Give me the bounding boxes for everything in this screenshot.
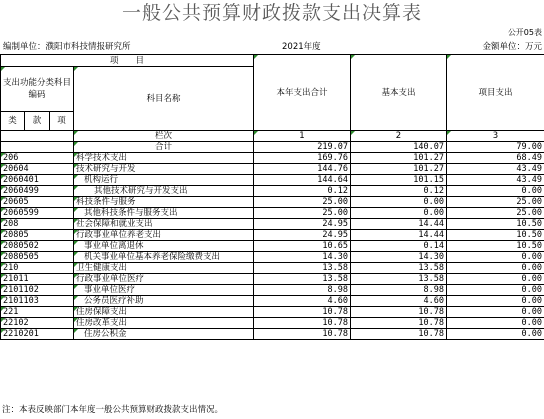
- row-subject-name: 社会保障和就业支出: [74, 219, 254, 230]
- row-basic: 0.00: [351, 208, 447, 219]
- row-total: 13.58: [254, 263, 351, 274]
- row-subject-name: 住房改革支出: [74, 318, 254, 329]
- row-subject-name: 机构运行: [74, 175, 254, 186]
- row-basic: 101.27: [351, 164, 447, 175]
- row-basic: 0.12: [351, 186, 447, 197]
- row-project: 0.00: [447, 285, 544, 296]
- row-code: 2060401: [1, 175, 74, 186]
- table-row: [1, 252, 544, 263]
- row-basic: 14.30: [351, 252, 447, 263]
- row-code: 21011: [1, 274, 74, 285]
- row-code: 22102: [1, 318, 74, 329]
- row-total: 169.76: [254, 153, 351, 164]
- row-code: 2101102: [1, 285, 74, 296]
- row-code: 2210201: [1, 329, 74, 340]
- table-row: [1, 230, 544, 241]
- header-total: 本年支出合计: [254, 55, 351, 131]
- row-total: 13.58: [254, 274, 351, 285]
- table-row: [1, 296, 544, 307]
- header-subject-name: 科目名称: [74, 67, 254, 131]
- row-basic: 8.98: [351, 285, 447, 296]
- row-total: 8.98: [254, 285, 351, 296]
- row-project: 43.49: [447, 175, 544, 186]
- header-col-1: 1: [254, 131, 351, 142]
- row-total: 25.00: [254, 208, 351, 219]
- row-basic: 10.78: [351, 329, 447, 340]
- row-basic: 4.60: [351, 296, 447, 307]
- row-code: 221: [1, 307, 74, 318]
- unit-name: 编制单位：濮阳市科技情报研究所: [3, 42, 131, 52]
- row-total: 24.95: [254, 219, 351, 230]
- blank-cell: [1, 131, 74, 142]
- row-subject-name: 科学技术支出: [74, 153, 254, 164]
- row-basic: 0.00: [351, 197, 447, 208]
- row-project: 0.00: [447, 274, 544, 285]
- row-subject-name: 住房公积金: [74, 329, 254, 340]
- header-col-2: 2: [351, 131, 447, 142]
- row-project: 0.00: [447, 263, 544, 274]
- table-row: [1, 274, 544, 285]
- header-xiang: 项: [50, 112, 74, 131]
- row-basic: 0.14: [351, 241, 447, 252]
- row-project: 10.50: [447, 230, 544, 241]
- row-code: 2080502: [1, 241, 74, 252]
- row-total: 25.00: [254, 197, 351, 208]
- header-row-no: 栏次: [74, 131, 254, 142]
- row-code: 2060599: [1, 208, 74, 219]
- expenditure-table: [0, 54, 544, 340]
- row-total: 10.78: [254, 318, 351, 329]
- row-subject-name: 行政事业单位养老支出: [74, 230, 254, 241]
- row-project: 43.49: [447, 164, 544, 175]
- footnote: 注：本表反映部门本年度一般公共预算财政拨款支出情况。: [2, 405, 224, 415]
- row-project: 25.00: [447, 197, 544, 208]
- blank-cell: [1, 142, 74, 153]
- row-basic: 101.27: [351, 153, 447, 164]
- row-subject-name: 事业单位医疗: [74, 285, 254, 296]
- row-project: 10.50: [447, 219, 544, 230]
- row-total: 4.60: [254, 296, 351, 307]
- row-basic: 14.44: [351, 219, 447, 230]
- row-basic: 13.58: [351, 274, 447, 285]
- table-row: [1, 164, 544, 175]
- row-code: 20805: [1, 230, 74, 241]
- table-row: [1, 307, 544, 318]
- row-code: 210: [1, 263, 74, 274]
- row-project: 68.49: [447, 153, 544, 164]
- report-title: 一般公共预算财政拨款支出决算表: [121, 2, 422, 24]
- form-code: 公开05表: [507, 28, 542, 37]
- header-func-code: 支出功能分类科目编码: [1, 67, 74, 112]
- table-row: [1, 219, 544, 230]
- row-code: 206: [1, 153, 74, 164]
- header-kuan: 款: [25, 112, 50, 131]
- row-project: 25.00: [447, 208, 544, 219]
- row-project: 10.50: [447, 241, 544, 252]
- row-subject-name: 行政事业单位医疗: [74, 274, 254, 285]
- row-total: 144.64: [254, 175, 351, 186]
- row-basic: 10.78: [351, 318, 447, 329]
- row-subject-name: 科技条件与服务: [74, 197, 254, 208]
- row-subject-name: 技术研究与开发: [74, 164, 254, 175]
- table-row: [1, 329, 544, 340]
- row-project: 0.00: [447, 186, 544, 197]
- table-row: [1, 175, 544, 186]
- row-basic: 13.58: [351, 263, 447, 274]
- row-subject-name: 住房保障支出: [74, 307, 254, 318]
- row-basic: 10.78: [351, 307, 447, 318]
- table-row: [1, 318, 544, 329]
- row-subject-name: 卫生健康支出: [74, 263, 254, 274]
- row-code: 208: [1, 219, 74, 230]
- row-project: 0.00: [447, 252, 544, 263]
- row-code: 2060499: [1, 186, 74, 197]
- row-project: 0.00: [447, 296, 544, 307]
- row-code: 2080505: [1, 252, 74, 263]
- header-col-3: 3: [447, 131, 544, 142]
- row-total: 10.78: [254, 307, 351, 318]
- row-total: 24.95: [254, 230, 351, 241]
- table-row: [1, 197, 544, 208]
- table-row: [1, 285, 544, 296]
- row-total: 10.78: [254, 329, 351, 340]
- row-basic: 101.15: [351, 175, 447, 186]
- table-row: [1, 208, 544, 219]
- row-code: 2101103: [1, 296, 74, 307]
- row-project: 0.00: [447, 329, 544, 340]
- sum-total: 219.07: [254, 142, 351, 153]
- table-row: [1, 186, 544, 197]
- sum-project: 79.00: [447, 142, 544, 153]
- row-subject-name: 机关事业单位基本养老保险缴费支出: [74, 252, 254, 263]
- header-lei: 类: [1, 112, 25, 131]
- money-unit: 金额单位：万元: [482, 42, 542, 52]
- row-subject-name: 公务员医疗补助: [74, 296, 254, 307]
- row-project: 0.00: [447, 307, 544, 318]
- header-item: 项 目: [1, 55, 254, 67]
- row-subject-name: 其他科技条件与服务支出: [74, 208, 254, 219]
- sum-label: 合计: [74, 142, 254, 153]
- row-subject-name: 事业单位离退休: [74, 241, 254, 252]
- report-year: 2021年度: [282, 42, 321, 52]
- row-total: 10.65: [254, 241, 351, 252]
- table-row: [1, 263, 544, 274]
- sum-basic: 140.07: [351, 142, 447, 153]
- row-code: 20604: [1, 164, 74, 175]
- header-project: 项目支出: [447, 55, 544, 131]
- row-total: 144.76: [254, 164, 351, 175]
- row-total: 14.30: [254, 252, 351, 263]
- header-basic: 基本支出: [351, 55, 447, 131]
- row-basic: 14.44: [351, 230, 447, 241]
- row-subject-name: 其他技术研究与开发支出: [74, 186, 254, 197]
- row-total: 0.12: [254, 186, 351, 197]
- table-row: [1, 241, 544, 252]
- row-code: 20605: [1, 197, 74, 208]
- row-project: 0.00: [447, 318, 544, 329]
- table-row: [1, 153, 544, 164]
